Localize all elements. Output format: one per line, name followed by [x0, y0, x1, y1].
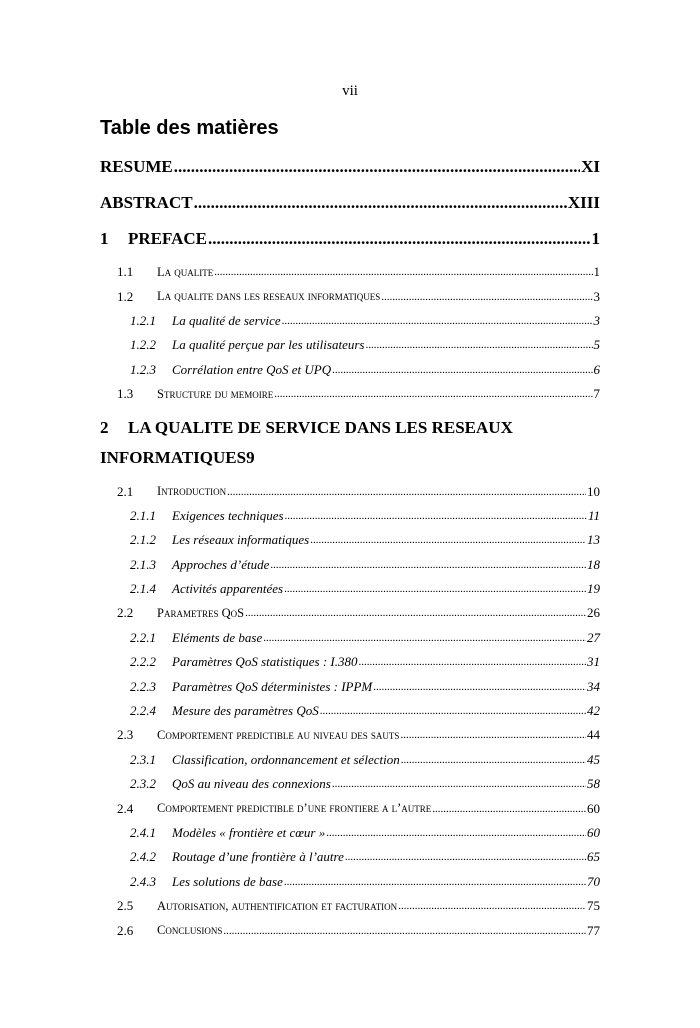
page-number: vii [342, 83, 358, 99]
entry-number: 2.2 [117, 605, 134, 621]
toc-entry-2.4.3[interactable] [100, 870, 600, 894]
entry-label: La qualité de service [172, 312, 281, 328]
dot-leader [401, 754, 586, 766]
toc-entry-2.2.1[interactable] [100, 626, 600, 650]
toc-entry-1.1[interactable] [100, 260, 600, 284]
entry-label: RESUME [100, 157, 173, 176]
entry-page: 10 [587, 483, 600, 499]
toc-entry-2.1.3[interactable] [100, 553, 600, 577]
entry-page: 60 [587, 825, 600, 840]
entry-label: Classification, ordonnancement et sélection [172, 751, 400, 767]
entry-page: 45 [587, 751, 600, 767]
entry-label: La qualite dans les reseaux informatiques [157, 289, 381, 304]
entry-number: 2.6 [117, 922, 134, 938]
entry-page: 58 [587, 776, 600, 792]
entry-number: 2.4.2 [130, 849, 156, 865]
entry-number: 2.1.2 [130, 532, 156, 548]
dot-leader [194, 193, 567, 213]
toc-entry-1.2.3[interactable] [100, 358, 600, 382]
entry-number: 1.2.3 [130, 361, 156, 377]
entry-number: 1.2 [117, 288, 134, 304]
dot-leader [245, 607, 586, 619]
toc-entry-2.1.1[interactable] [100, 504, 600, 528]
dot-leader [282, 315, 593, 327]
dot-leader [214, 266, 592, 278]
toc-entry-2.4[interactable] [100, 796, 600, 820]
dot-leader [358, 656, 586, 668]
entry-label: Corrélation entre QoS et UPQ [172, 361, 332, 377]
entry-number: 2.4.1 [130, 825, 156, 840]
toc-entry-chapter-2[interactable] [100, 413, 600, 473]
toc-entry-2.6[interactable] [100, 918, 600, 942]
entry-page: 65 [587, 849, 600, 865]
toc-entry-2.1[interactable] [100, 479, 600, 503]
entry-page: 27 [587, 629, 600, 645]
entry-page: 5 [593, 337, 600, 353]
entry-label: Les réseaux informatiques [172, 532, 310, 548]
entry-number: 2 [100, 418, 109, 438]
entry-page: 13 [587, 532, 600, 548]
entry-page: 60 [587, 800, 600, 816]
entry-page: 19 [587, 581, 600, 597]
entry-page: 70 [587, 873, 600, 889]
entry-label: Approches d’étude [172, 556, 270, 572]
entry-label: ABSTRACT [100, 193, 193, 212]
toc-entry-resume[interactable] [100, 149, 600, 185]
entry-label: Les solutions de base [172, 873, 283, 889]
entry-number: 1.1 [117, 264, 134, 280]
entry-number: 2.3.1 [130, 751, 156, 767]
entry-number: 2.1.4 [130, 581, 156, 597]
entry-label: Structure du memoire [157, 386, 274, 401]
entry-page: 34 [587, 678, 600, 694]
dot-leader [263, 632, 586, 644]
entry-label: Paramètres QoS statistiques : I.380 [172, 654, 358, 670]
entry-number: 1.2.1 [130, 312, 156, 328]
entry-label: QoS au niveau des connexions [172, 776, 331, 792]
entry-number: 2.5 [117, 898, 134, 914]
entry-page: 44 [587, 727, 600, 743]
entry-number: 2.1.3 [130, 556, 156, 572]
dot-leader [332, 364, 592, 376]
entry-number: 2.3.2 [130, 776, 156, 792]
entry-page: XIII [567, 193, 600, 212]
dot-leader [373, 681, 586, 693]
entry-page: 77 [587, 922, 600, 938]
toc-entry-2.4.1[interactable] [100, 821, 600, 845]
entry-page: 3 [593, 312, 600, 328]
entry-label: Introduction [157, 484, 227, 499]
toc-entry-2.5[interactable] [100, 894, 600, 918]
toc-entry-1[interactable] [100, 221, 600, 257]
entry-number: 2.2.1 [130, 629, 156, 645]
dot-leader [320, 705, 586, 717]
dot-leader [208, 229, 590, 249]
entry-page: 42 [587, 703, 600, 719]
entry-number: 1.3 [117, 386, 134, 402]
entry-page: 31 [587, 654, 600, 670]
entry-number: 2.4 [117, 800, 134, 816]
entry-label: PREFACE [128, 229, 208, 248]
toc-entry-2.2.4[interactable] [100, 699, 600, 723]
toc-entry-2.2.3[interactable] [100, 674, 600, 698]
toc-entry-2.3.2[interactable] [100, 772, 600, 796]
toc-entry-1.2.1[interactable] [100, 309, 600, 333]
entry-page: 11 [587, 507, 600, 523]
entry-label: INFORMATIQUES [100, 448, 247, 468]
entry-label: La qualite [157, 264, 214, 279]
entry-label: Autorisation, authentification et facturation [157, 898, 398, 913]
entry-number: 2.2.3 [130, 678, 156, 694]
toc-entry-2.3.1[interactable] [100, 748, 600, 772]
toc-entry-abstract[interactable] [100, 185, 600, 221]
dot-leader [174, 157, 580, 177]
toc-entry-2.4.2[interactable] [100, 845, 600, 869]
dot-leader [326, 827, 586, 839]
toc-entry-2.2[interactable] [100, 601, 600, 625]
entry-label: Comportement predictible au niveau des sauts [157, 727, 400, 742]
entry-page: 6 [593, 361, 600, 377]
dot-leader [285, 510, 587, 522]
entry-page: 18 [587, 556, 600, 572]
dot-leader [332, 778, 586, 790]
toc-entry-1.3[interactable] [100, 382, 600, 406]
toc-entry-1.2.2[interactable] [100, 333, 600, 357]
entry-page: XI [581, 157, 600, 176]
dot-leader [398, 900, 586, 912]
entry-number: 2.1.1 [130, 507, 156, 523]
dot-leader [284, 876, 586, 888]
entry-label: Parametres QoS [157, 605, 245, 620]
entry-label: Modèles « frontière et cœur » [172, 825, 326, 840]
toc-entry-1.2[interactable] [100, 284, 600, 308]
entry-label: Paramètres QoS déterministes : IPPM [172, 678, 373, 694]
dot-leader [223, 925, 586, 937]
dot-leader [432, 803, 586, 815]
entry-label: Comportement predictible d’une frontiere a l’autre [157, 801, 432, 816]
dot-leader [274, 388, 592, 400]
dot-leader [227, 486, 586, 498]
toc-entry-2.2.2[interactable] [100, 650, 600, 674]
entry-page: 7 [593, 386, 600, 402]
toc-entry-2.1.4[interactable] [100, 577, 600, 601]
dot-leader [284, 583, 586, 595]
entry-label: Exigences techniques [172, 507, 284, 523]
entry-page: 75 [587, 898, 600, 914]
entry-number: 2.3 [117, 727, 134, 743]
entry-page: 26 [587, 605, 600, 621]
dot-leader [400, 729, 586, 741]
dot-leader [381, 291, 592, 303]
entry-number: 2.2.2 [130, 654, 156, 670]
entry-label: Routage d’une frontière à l’autre [172, 849, 344, 865]
entry-page: 1 [591, 229, 600, 248]
entry-number: 2.1 [117, 483, 134, 499]
entry-number: 2.2.4 [130, 703, 156, 719]
entry-label: La qualité perçue par les utilisateurs [172, 337, 365, 353]
entry-number: 2.4.3 [130, 873, 156, 889]
dot-leader [310, 534, 586, 546]
table-of-contents [100, 149, 600, 943]
dot-leader [365, 339, 592, 351]
dot-leader [270, 559, 586, 571]
entry-label: LA QUALITE DE SERVICE DANS LES RESEAUX [128, 418, 513, 438]
toc-entry-2.3[interactable] [100, 723, 600, 747]
dot-leader [345, 851, 586, 863]
entry-number: 1.2.2 [130, 337, 156, 353]
entry-label: Conclusions [157, 923, 223, 938]
entry-label: Activités apparentées [172, 581, 284, 597]
toc-title: Table des matières [100, 117, 279, 139]
entry-label: Eléments de base [172, 629, 263, 645]
entry-number: 1 [100, 229, 109, 248]
entry-page: 9 [246, 448, 255, 468]
entry-page: 1 [593, 264, 600, 280]
entry-page: 3 [593, 288, 600, 304]
toc-entry-2.1.2[interactable] [100, 528, 600, 552]
entry-label: Mesure des paramètres QoS [172, 703, 319, 719]
